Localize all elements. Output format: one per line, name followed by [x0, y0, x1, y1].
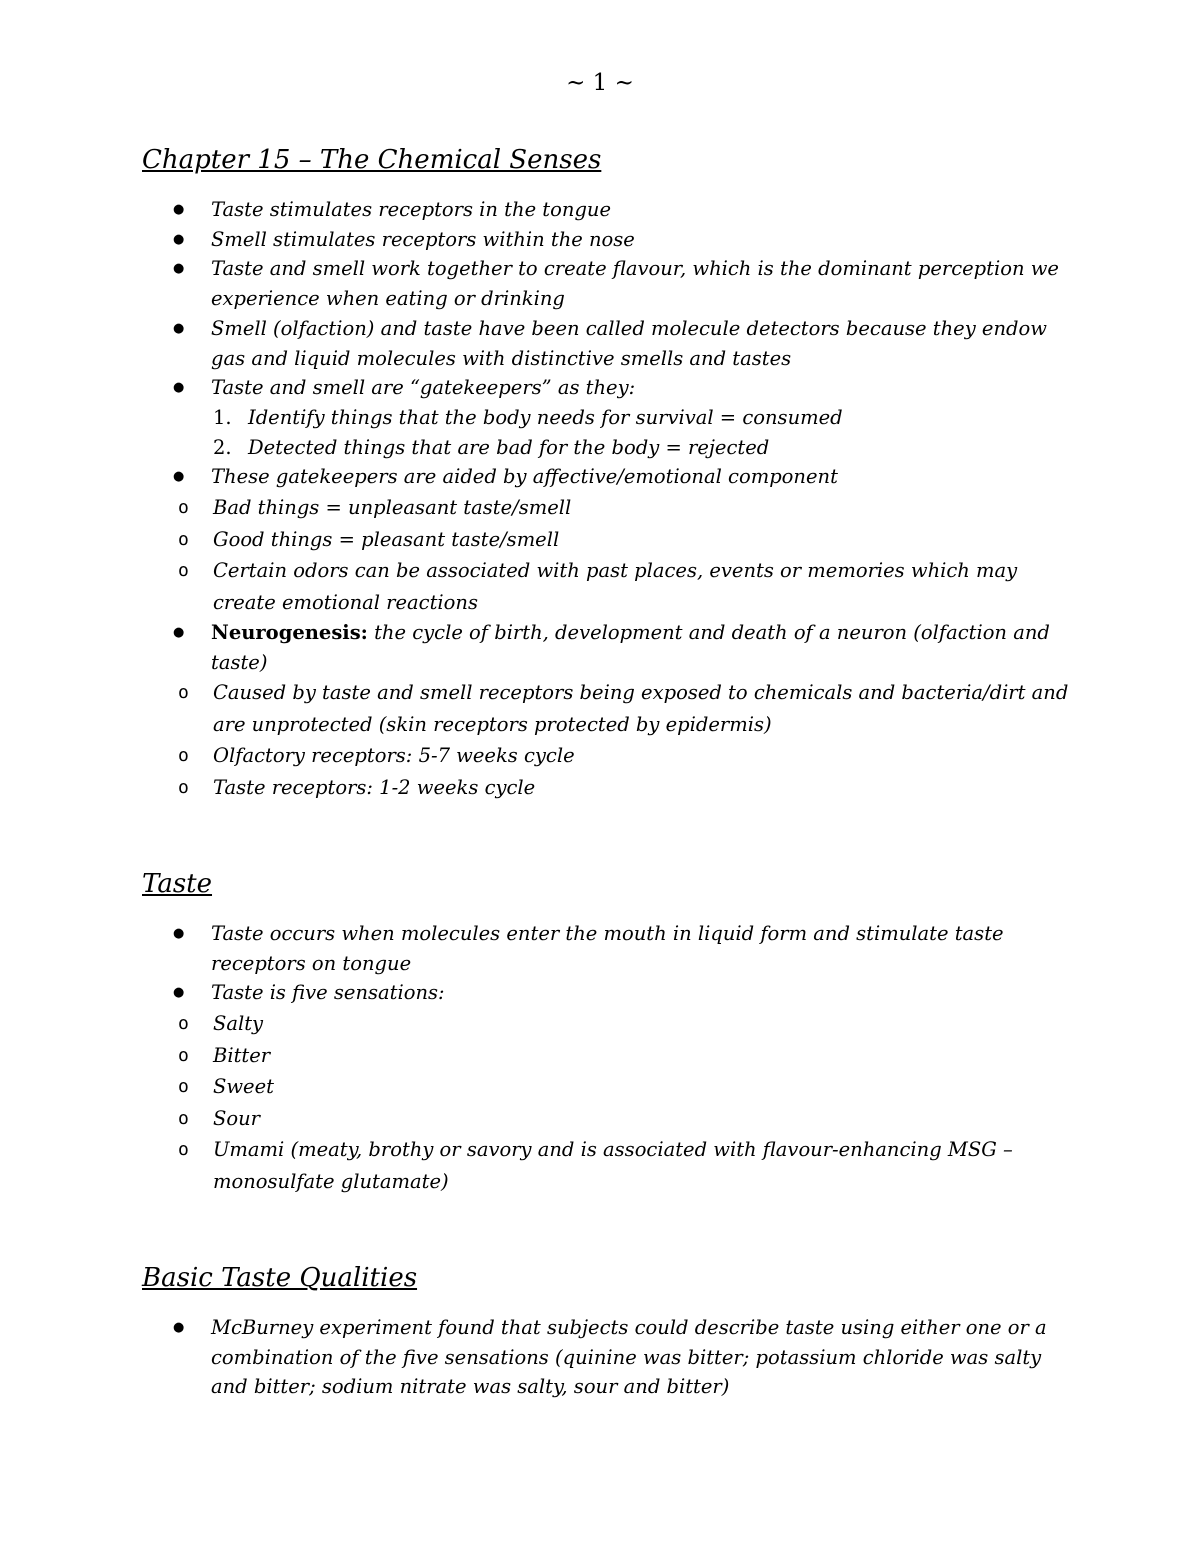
- item-number: 1.: [213, 405, 232, 429]
- chapter-bullet-list: [142, 195, 1082, 403]
- term-neurogenesis: Neurogenesis:: [211, 621, 368, 645]
- section-basic-taste-qualities: [142, 1261, 1082, 1402]
- item-text: Detected things that are bad for the body = rejected: [248, 435, 770, 459]
- list-item: ● Smell (olfaction) and taste have been called molecule detectors because they endow gas and liquid molecules with distinctive smells and tastes: [142, 314, 1082, 373]
- sub-list-item: o Sour: [142, 1103, 1082, 1135]
- term-definition: the cycle of birth, development and death of a neuron (olfaction and taste): [211, 621, 1050, 674]
- list-item: ● Taste is five sensations:: [142, 978, 1082, 1008]
- sub-list-item: o Certain odors can be associated with past places, events or memories which may create emotional reactions: [142, 555, 1082, 618]
- chapter-heading: Chapter 15 – The Chemical Senses: [142, 145, 602, 175]
- list-item-text: Taste and smell are “gatekeepers” as they:: [211, 376, 636, 400]
- sensation-list: [142, 1008, 1082, 1197]
- list-item: [142, 373, 1082, 403]
- sub-list-item: o Taste receptors: 1-2 weeks cycle: [142, 772, 1082, 804]
- basic-taste-heading: Basic Taste Qualities: [142, 1263, 418, 1293]
- page-number: ~ 1 ~: [566, 70, 634, 96]
- sub-list-item: o Bitter: [142, 1040, 1082, 1072]
- numbered-item: [142, 403, 1082, 433]
- chapter-bullet-list-continued: [142, 618, 1082, 677]
- basic-taste-bullet-list: [142, 1313, 1082, 1402]
- numbered-item: [142, 433, 1082, 463]
- section-taste: [142, 867, 1082, 1197]
- list-item: ● Taste and smell work together to create flavour, which is the dominant perception we experience when eating or drinking: [142, 254, 1082, 313]
- list-item: [142, 618, 1082, 677]
- sub-list: [142, 492, 1082, 618]
- chapter-bullet-list-continued: [142, 462, 1082, 492]
- section-chemical-senses: [142, 143, 1082, 803]
- list-item: ● Smell stimulates receptors within the nose: [142, 225, 1082, 255]
- list-item: ● These gatekeepers are aided by affective/emotional component: [142, 462, 1082, 492]
- list-item: ● Taste occurs when molecules enter the mouth in liquid form and stimulate taste receptors on tongue: [142, 919, 1082, 978]
- sub-list-item: o Salty: [142, 1008, 1082, 1040]
- list-item: ● McBurney experiment found that subjects could describe taste using either one or a combination of the five sensations (quinine was bitter; potassium chloride was salty and bitter; sodium nitrate was salty, sour and bitter): [142, 1313, 1082, 1402]
- sub-list: [142, 677, 1082, 803]
- sub-list-item: o Sweet: [142, 1071, 1082, 1103]
- taste-bullet-list: [142, 919, 1082, 1008]
- taste-heading: Taste: [142, 869, 213, 899]
- sub-list-item: o Good things = pleasant taste/smell: [142, 524, 1082, 556]
- list-item: ● Taste stimulates receptors in the tongue: [142, 195, 1082, 225]
- item-text: Identify things that the body needs for survival = consumed: [248, 405, 843, 429]
- sub-list-item: o Olfactory receptors: 5-7 weeks cycle: [142, 740, 1082, 772]
- gatekeeper-numbered-list: [142, 403, 1082, 462]
- sub-list-item: o Bad things = unpleasant taste/smell: [142, 492, 1082, 524]
- sub-list-item: o Caused by taste and smell receptors being exposed to chemicals and bacteria/dirt and are unprotected (skin receptors protected by epidermis): [142, 677, 1082, 740]
- item-number: 2.: [213, 435, 232, 459]
- sub-list-item: o Umami (meaty, brothy or savory and is associated with flavour-enhancing MSG – monosulfate glutamate): [142, 1134, 1082, 1197]
